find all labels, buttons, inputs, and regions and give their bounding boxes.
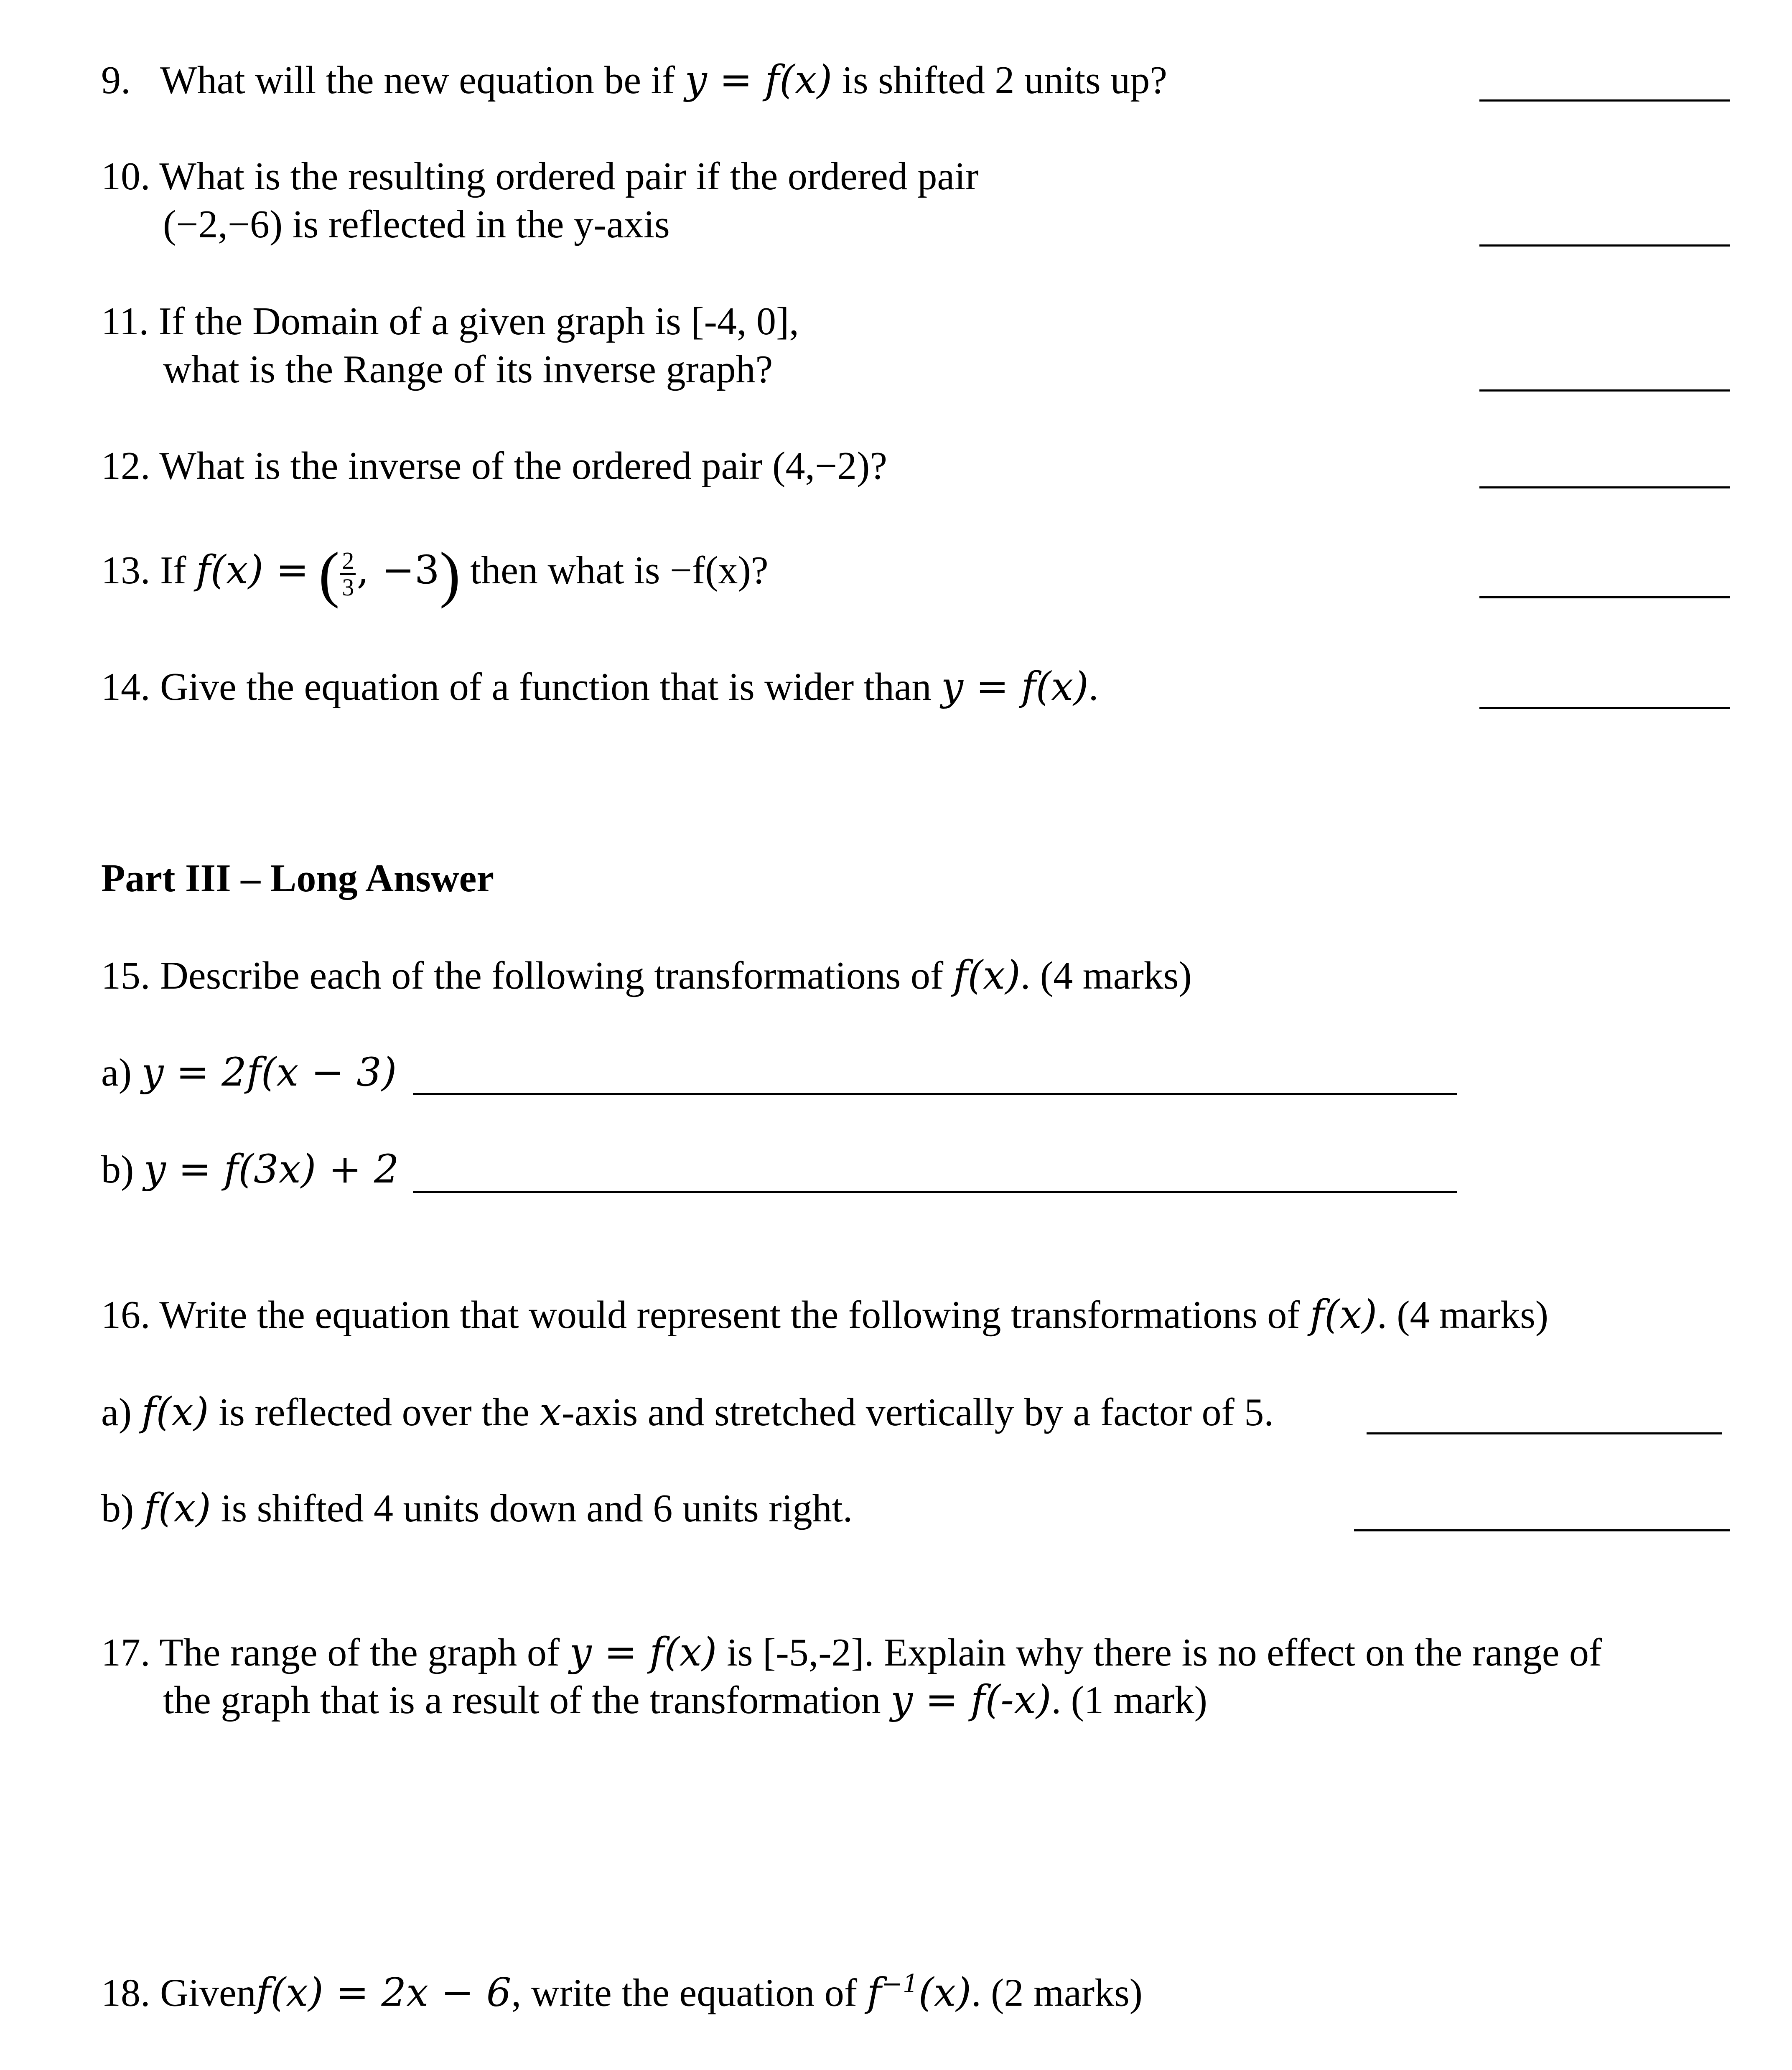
- answer-line-16b[interactable]: [1354, 1529, 1730, 1531]
- answer-line-13[interactable]: [1479, 596, 1730, 598]
- question-10-line2: (−2,−6) is reflected in the y-axis: [163, 203, 670, 246]
- right-paren: ): [439, 539, 461, 609]
- question-16: 16. Write the equation that would represent the following transformations of f(x). (4 marks): [101, 1292, 1549, 1338]
- answer-line-12[interactable]: [1479, 486, 1730, 488]
- question-11-line2: what is the Range of its inverse graph?: [163, 348, 773, 391]
- question-16b: b) f(x) is shifted 4 units down and 6 units right.: [101, 1485, 853, 1531]
- question-12: 12. What is the inverse of the ordered pair (4,−2)?: [101, 444, 888, 488]
- question-11-line1: 11. If the Domain of a given graph is [-4, 0],: [101, 300, 799, 343]
- question-13: 13. If f(x) = ( $\frac{2}{3}$ , −3) then what is −f(x)?: [101, 539, 769, 609]
- answer-line-15b[interactable]: [413, 1191, 1457, 1193]
- question-14: 14. Give the equation of a function that is wider than y = f(x).: [101, 664, 1099, 709]
- left-paren: (: [318, 539, 340, 609]
- answer-line-14[interactable]: [1479, 707, 1730, 709]
- question-15a: a) y = 2f(x − 3): [101, 1050, 397, 1095]
- fraction: $\frac{2}{3}$: [340, 548, 356, 601]
- question-15b: b) y = f(3x) + 2: [101, 1147, 399, 1192]
- question-17-line1: 17. The range of the graph of y = f(x) is [-5,-2]. Explain why there is no effect on the range of: [101, 1630, 1602, 1675]
- section-heading-part-3: Part III – Long Answer: [101, 857, 494, 900]
- answer-line-15a[interactable]: [413, 1093, 1457, 1095]
- question-number: 9.: [101, 58, 131, 102]
- question-10-line1: 10. What is the resulting ordered pair if the ordered pair: [101, 155, 979, 198]
- question-9: 9. What will the new equation be if y = f(x) is shifted 2 units up?: [101, 57, 1167, 103]
- answer-line-11[interactable]: [1479, 389, 1730, 392]
- answer-line-9[interactable]: [1479, 99, 1730, 102]
- answer-line-10[interactable]: [1479, 244, 1730, 247]
- question-18: 18. Givenf(x) = 2x − 6, write the equation of $f^{-1}(x)$. (2 marks): [101, 1969, 1143, 2016]
- question-17-line2: the graph that is a result of the transformation y = f(-x). (1 mark): [163, 1677, 1207, 1723]
- answer-line-16a[interactable]: [1367, 1432, 1722, 1434]
- question-15: 15. Describe each of the following transformations of f(x). (4 marks): [101, 953, 1192, 998]
- question-16a: a) f(x) is reflected over the x-axis and stretched vertically by a factor of 5.: [101, 1389, 1274, 1435]
